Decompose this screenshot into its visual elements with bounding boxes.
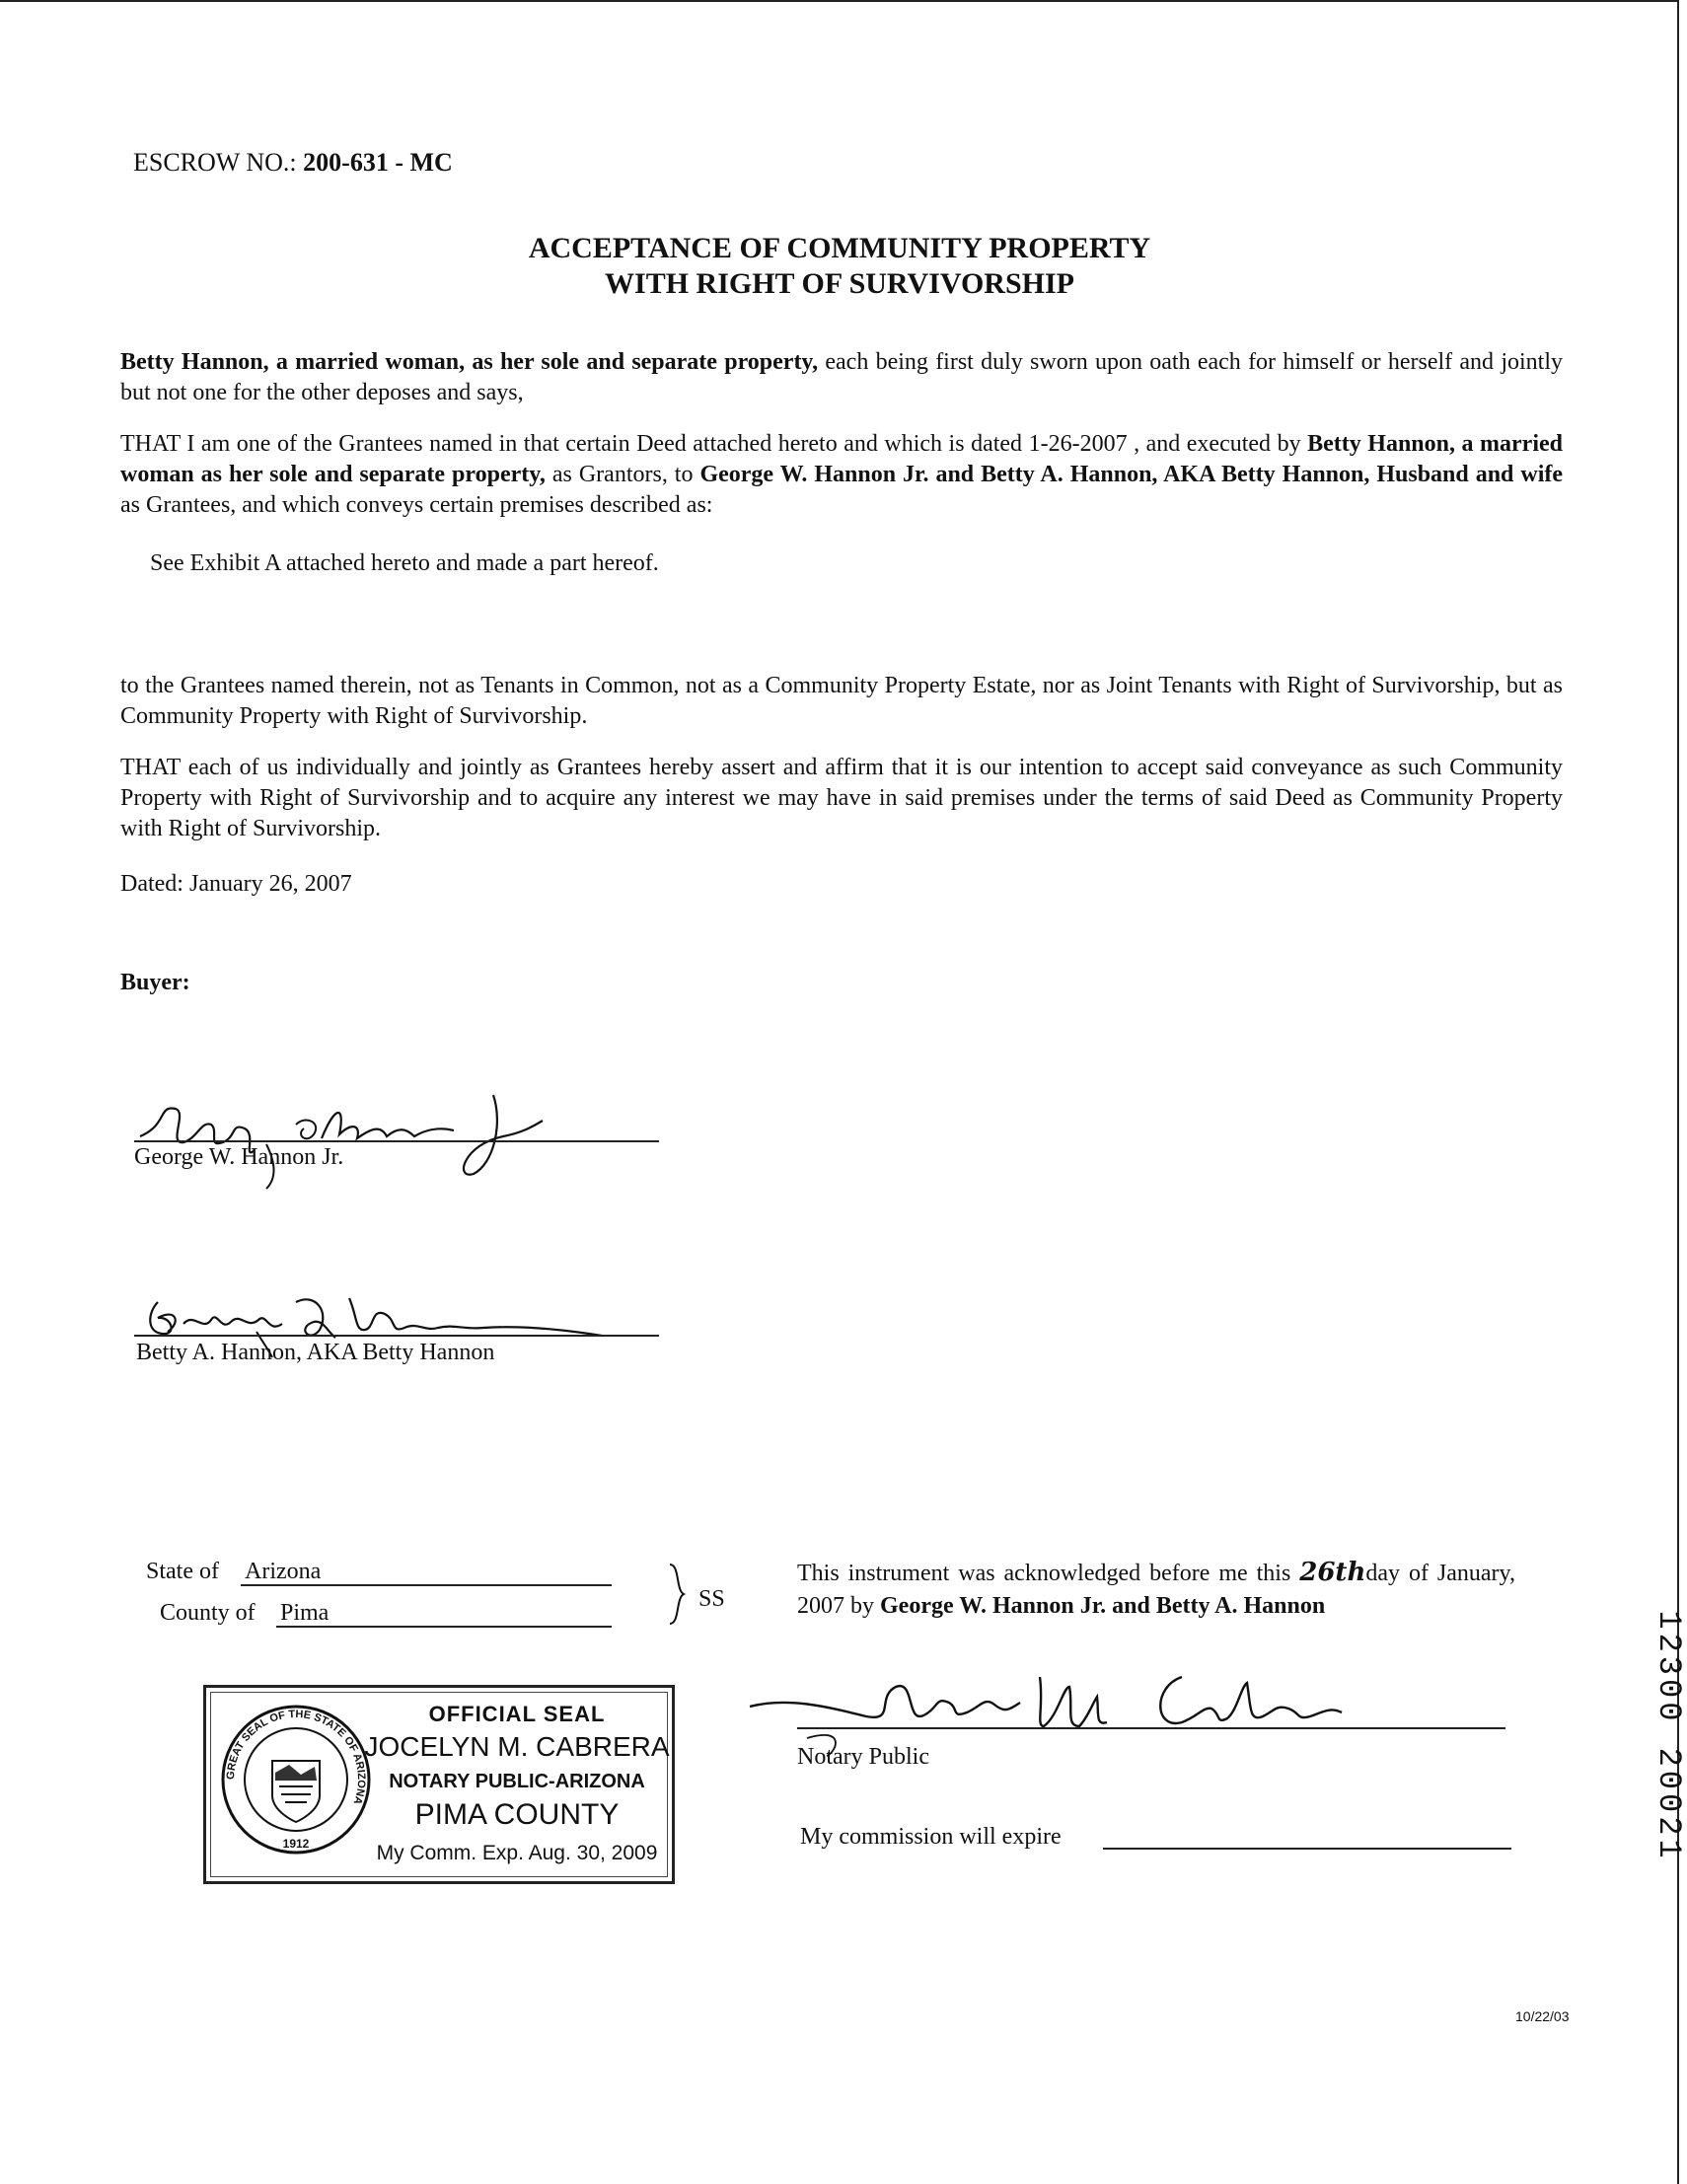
ack-part1: This instrument was acknowledged before me this (797, 1561, 1300, 1586)
notary-label: Notary Public (797, 1744, 929, 1770)
grantee-paragraph (120, 429, 1563, 521)
ack-day-handwritten: 26th (1299, 1558, 1366, 1587)
side-recording-number: 12300 20021 (1650, 1610, 1687, 1862)
seal-ring-text: GREAT SEAL OF THE STATE OF ARIZONA (224, 1708, 368, 1806)
intro-rest: each being first duly sworn upon oath each for himself or herself and jointly but not one for the other deposes and says, (120, 349, 1563, 405)
george-signature-line (134, 1140, 659, 1142)
venue-brace (666, 1563, 690, 1626)
county-label: County of (160, 1600, 256, 1626)
commission-label: My commission will expire (800, 1824, 1062, 1850)
page-top-border (0, 0, 1679, 2)
betty-name: Betty A. Hannon, AKA Betty Hannon (136, 1340, 495, 1365)
intro-bold: Betty Hannon, a married woman, as her sole and separate property, (120, 349, 819, 375)
county-value: Pima (280, 1600, 330, 1626)
state-value: Arizona (245, 1559, 322, 1584)
intro-paragraph (120, 347, 1563, 408)
that1-part2: as Grantors, to (545, 462, 700, 487)
notary-signature (748, 1657, 1379, 1756)
seal-year: 1912 (282, 1837, 310, 1851)
commission-underline (1103, 1848, 1511, 1850)
that1-part1: THAT I am one of the Grantees named in that certain Deed attached hereto and which is dated 1-26-2007 , and executed by (120, 431, 1308, 457)
document-title-line-2: WITH RIGHT OF SURVIVORSHIP (605, 267, 1074, 300)
ss-label: SS (698, 1586, 725, 1612)
ack-signers: George W. Hannon Jr. and Betty A. Hannon (880, 1593, 1326, 1619)
ack-part2: day of January, 2007 by (797, 1561, 1515, 1619)
escrow-number (133, 148, 453, 178)
seal-title: OFFICIAL SEAL (428, 1702, 606, 1726)
escrow-label: ESCROW NO.: (133, 148, 297, 177)
grantees-paragraph: to the Grantees named therein, not as Tenants in Common, not as a Community Property Estate, nor as Joint Tenants with Right of Survivorship, but as Community Property with Right of Survivorship. (120, 673, 1563, 729)
form-revision-code: 10/22/03 (1515, 2008, 1570, 2024)
escrow-value: 200-631 - MC (303, 148, 453, 177)
seal-notary-name: JOCELYN M. CABRERA (364, 1731, 670, 1762)
george-signature (128, 1065, 602, 1194)
notary-signature-line (797, 1727, 1505, 1729)
seal-county: PIMA COUNTY (414, 1798, 620, 1831)
county-underline (276, 1626, 612, 1628)
official-notary-seal (203, 1685, 675, 1884)
that1-part3: as Grantees, and which conveys certain premises described as: (120, 492, 713, 518)
that1-grantors: Betty Hannon, a married woman as her sole and separate property, (120, 431, 1563, 487)
betty-signature-line (134, 1335, 659, 1337)
seal-expiry: My Comm. Exp. Aug. 30, 2009 (376, 1842, 658, 1864)
george-name: George W. Hannon Jr. (134, 1144, 344, 1170)
acknowledgment-paragraph (797, 1557, 1515, 1623)
exhibit-reference: See Exhibit A attached hereto and made a part hereof. (150, 550, 659, 576)
state-label: State of (146, 1559, 219, 1584)
seal-notary-state: NOTARY PUBLIC-ARIZONA (389, 1771, 645, 1792)
dated-line: Dated: January 26, 2007 (120, 871, 352, 897)
buyer-label: Buyer: (120, 970, 190, 995)
that1-grantees: George W. Hannon Jr. and Betty A. Hannon, AKA Betty Hannon, Husband and wife (699, 462, 1564, 487)
state-underline (241, 1584, 612, 1586)
intention-paragraph: THAT each of us individually and jointly as Grantees hereby assert and affirm that it is our intention to accept said conveyance as such Community Property with Right of Survivorship and to acquire any interest we may have in said premises under the terms of said Deed as Community Property with Right of Survivorship. (120, 755, 1563, 841)
document-title-line-1: ACCEPTANCE OF COMMUNITY PROPERTY (528, 232, 1151, 264)
arizona-state-seal-icon (218, 1702, 374, 1857)
